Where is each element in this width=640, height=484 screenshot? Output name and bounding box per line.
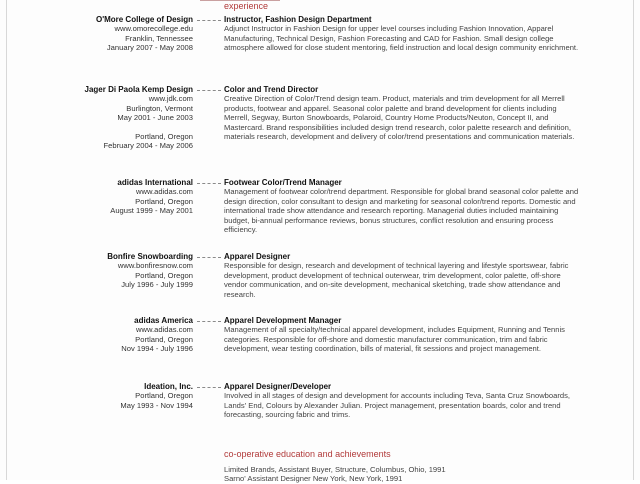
entry-left-column — [30, 382, 193, 410]
education-item: Limited Brands, Assistant Buyer, Structure, Columbus, Ohio, 1991 — [224, 465, 446, 474]
entry-left-column — [30, 252, 193, 290]
org-dates: July 1996 - July 1999 — [121, 280, 193, 290]
organization-name: O'More College of Design — [95, 15, 193, 24]
entry-divider — [197, 321, 221, 322]
org-location: Burlington, Vermont — [126, 103, 193, 113]
organization-name: Ideation, Inc. — [144, 382, 193, 391]
page-edge-left — [6, 0, 7, 480]
org-dates: January 2007 - May 2008 — [106, 43, 193, 53]
section-title-experience: experience — [224, 1, 269, 11]
role-description: Management of all specialty/technical apparel development, includes Equipment, Running and Tennis categories. Responsible for off-shore and domestic manufacturer communication, trim and fabric development, wear testing coordination, bills of material, fit sessions and project management. — [224, 325, 565, 354]
role-title: Footwear Color/Trend Manager — [224, 178, 342, 187]
org-location: Franklin, Tennessee — [125, 33, 193, 43]
org-dates: August 1999 - May 2001 — [110, 206, 193, 216]
organization-name: adidas International — [117, 178, 193, 187]
entry-right-column — [224, 15, 584, 53]
role-title: Instructor, Fashion Design Department — [224, 15, 372, 24]
education-item: Sarno' Assistant Designer New York, New York, 1991 — [224, 474, 403, 484]
org-dates-2: February 2004 - May 2006 — [103, 141, 193, 151]
entry-left-column — [30, 178, 193, 216]
org-dates: Nov 1994 - July 1996 — [121, 344, 193, 354]
entry-right-column — [224, 178, 584, 234]
section-title-education: co-operative education and achievements — [224, 449, 391, 459]
entry-divider — [197, 387, 221, 388]
org-location-2: Portland, Oregon — [135, 131, 193, 141]
entry-left-column — [30, 85, 193, 150]
role-description: Management of footwear color/trend department. Responsible for global brand seasonal color palette and design direction, color consultant to design and marketing for seasonal color/trend reports. Domestic and international trade show attendance and research reporting. Managerial duties included maintaining budget, bi-annual performance reviews, bonus structures, conflict resolution and ensuring process efficiency. — [224, 187, 579, 235]
org-location: Portland, Oregon — [135, 334, 193, 344]
org-dates: May 2001 - June 2003 — [117, 113, 193, 123]
role-description: Responsible for design, research and development of technical layering and lifestyle sportswear, fabric development, product development of technical outerwear, trim development, color palette, off-shore vendor communication, and on-site development, mechanical sketching, trade show attendance and research. — [224, 261, 569, 299]
education-list — [224, 465, 584, 484]
entry-divider — [197, 90, 221, 91]
org-dates: May 1993 - Nov 1994 — [120, 400, 193, 410]
org-website: www.jdk.com — [148, 94, 193, 104]
page-edge-right — [633, 0, 634, 480]
organization-name: Bonfire Snowboarding — [107, 252, 193, 261]
role-description: Creative Direction of Color/Trend design team. Product, materials and trim development for all Merrell products, footwear and apparel. Seasonal color palette and brand development for clients including Merrell, Segway, Burton Snowboards, Polaroid, Country Home Products/Neuton, Concept II, and Mastercard. Brand responsibilities included design trend research, color palette research and definition, materials research, development and delivery of color/trend presentations and communication materials. — [224, 94, 575, 142]
org-website: www.bonfiresnow.com — [117, 261, 193, 271]
role-title: Apparel Designer — [224, 252, 291, 261]
organization-name: Jager Di Paola Kemp Design — [84, 85, 193, 94]
org-location: Portland, Oregon — [135, 196, 193, 206]
org-website: www.adidas.com — [136, 325, 193, 335]
role-title: Apparel Designer/Developer — [224, 382, 332, 391]
entry-right-column — [224, 85, 584, 141]
org-website: www.omorecollege.edu — [114, 24, 193, 34]
spacer — [30, 123, 193, 132]
role-title: Apparel Development Manager — [224, 316, 342, 325]
role-title: Color and Trend Director — [224, 85, 319, 94]
entry-right-column — [224, 382, 584, 420]
entry-right-column — [224, 252, 584, 299]
role-description: Involved in all stages of design and development for accounts including Teva, Santa Cruz Snowboards, Lands' End, Colours by Alexander Julian. Project management, presentation boards, color and trend forecasting, sourcing fabric and trims. — [224, 391, 571, 420]
entry-divider — [197, 183, 221, 184]
entry-divider — [197, 257, 221, 258]
org-location: Portland, Oregon — [135, 391, 193, 401]
entry-left-column — [30, 316, 193, 354]
org-website: www.adidas.com — [136, 187, 193, 197]
entry-divider — [197, 20, 221, 21]
entry-right-column — [224, 316, 584, 354]
org-location: Portland, Oregon — [135, 270, 193, 280]
entry-left-column — [30, 15, 193, 53]
organization-name: adidas America — [134, 316, 193, 325]
role-description: Adjunct Instructor in Fashion Design for upper level courses including Fashion Innovation, Apparel Manufacturing, Technical Design, Fashion Forecasting and CAD for Fashion. Small design college atmosphere allowed for close student mentoring, field instruction and local design community enrichment. — [224, 24, 579, 53]
